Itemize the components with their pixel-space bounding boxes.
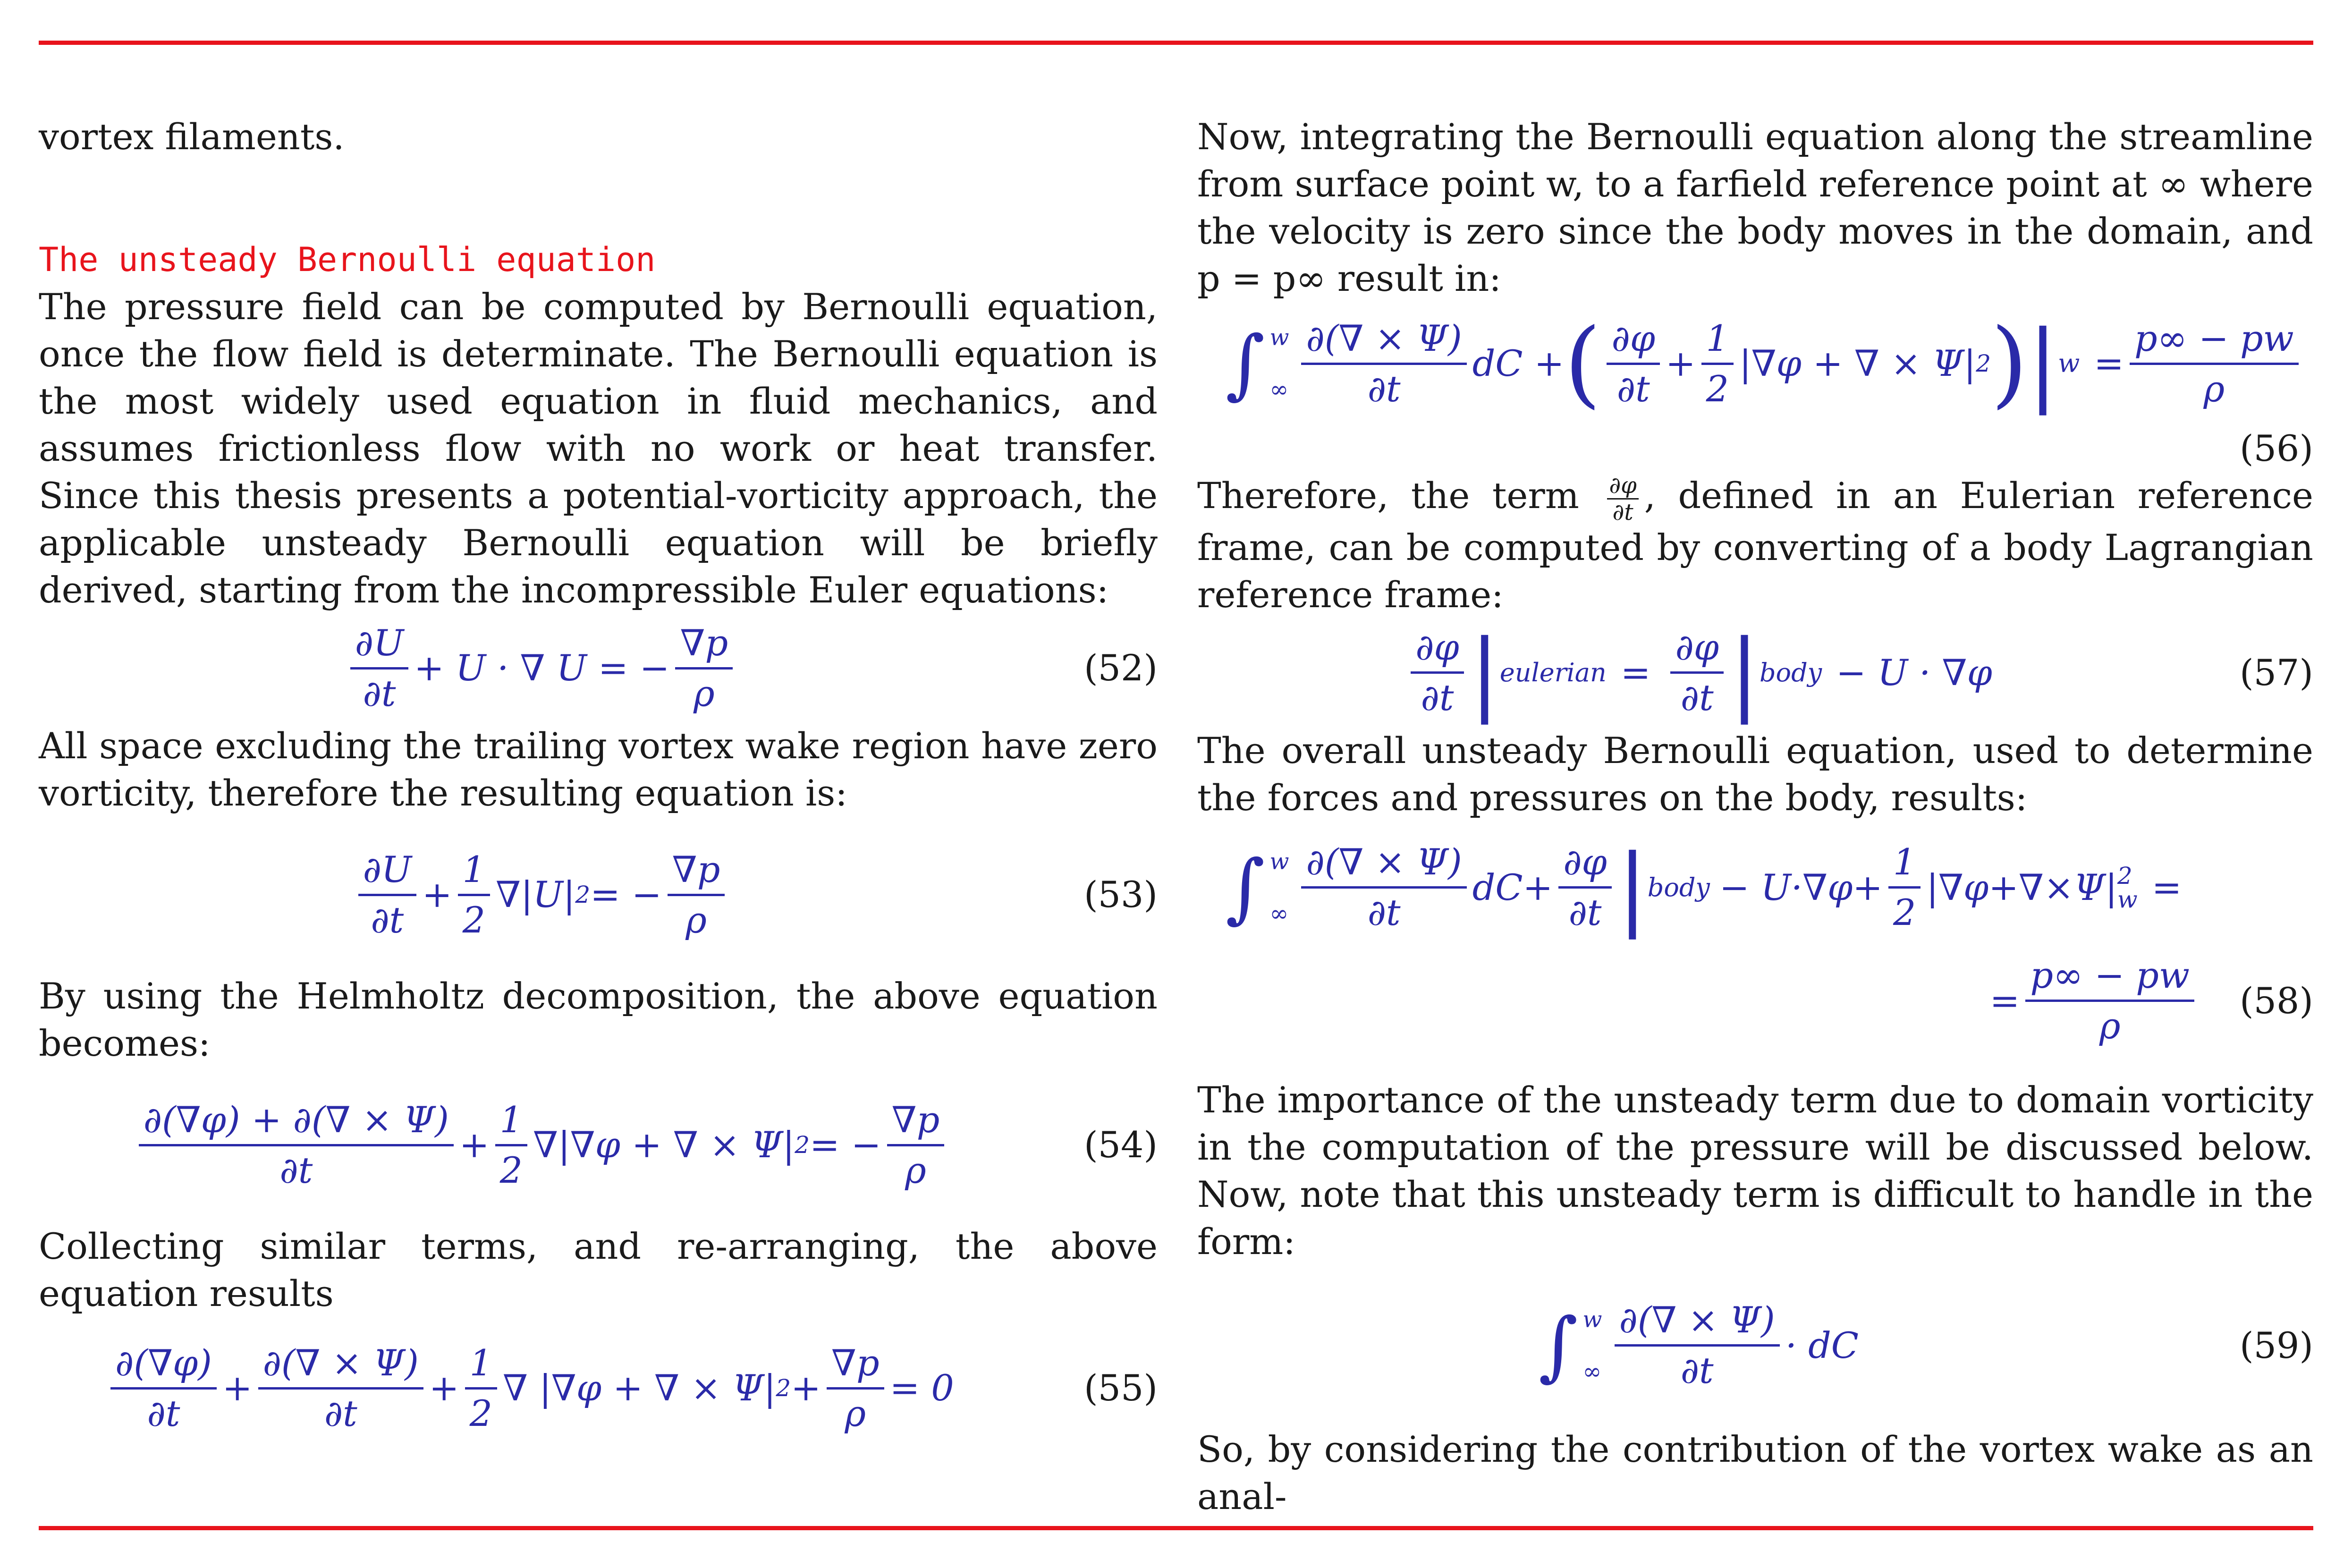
denominator: 2 — [462, 898, 485, 941]
paragraph: By using the Helmholtz decomposition, the above equation becomes: — [39, 975, 1158, 1064]
sup-sub — [2117, 864, 2138, 911]
numerator: ∂φ — [1558, 841, 1612, 889]
paragraph: The importance of the unsteady term due to domain vorticity in the computation of the pressure will be discussed below. Now, note that this unsteady term is difficult to handle in the form: — [1197, 1078, 2313, 1263]
numerator: ∇p — [887, 1099, 945, 1146]
equation-number: (54) — [1083, 1124, 1158, 1166]
fraction — [827, 1342, 884, 1435]
integral-limits — [1269, 838, 1289, 937]
equation-number: (55) — [1083, 1367, 1158, 1409]
inline-fraction — [1607, 474, 1638, 524]
integral-sign: ∫ — [1226, 319, 1265, 407]
equation-58-line1 — [1197, 822, 2313, 954]
exponent: 2 — [575, 881, 591, 908]
paragraph: vortex filaments. — [39, 116, 345, 158]
numerator: 1 — [1701, 317, 1734, 365]
paragraph: The overall unsteady Bernoulli equation, used to determine the forces and pressures on the body, results: — [1197, 729, 2313, 819]
right-paren: ) — [1991, 308, 2028, 418]
denominator: ∂t — [1568, 891, 1602, 933]
math-term: ∇|U| — [496, 873, 575, 915]
subscript: w — [2117, 885, 2138, 913]
subscript: body — [1759, 657, 1822, 687]
denominator: 2 — [1706, 367, 1729, 410]
exponent: 2 — [795, 1131, 810, 1159]
denominator: ∂t — [279, 1149, 313, 1191]
numerator: ∂φ — [1411, 626, 1464, 674]
evaluation-bar: | — [1617, 835, 1648, 940]
equation-55 — [39, 1317, 1158, 1459]
equation-59 — [1197, 1265, 2313, 1426]
denominator: ∂t — [324, 1392, 357, 1434]
equation-body — [1197, 308, 2313, 418]
evaluation-bar: | — [2028, 311, 2058, 415]
denominator: ∂t — [1421, 677, 1454, 719]
equation-body — [39, 848, 1044, 941]
numerator: ∂(∇φ) — [110, 1342, 217, 1390]
numerator: 1 — [465, 1342, 497, 1390]
equation-58-line2 — [1197, 954, 2313, 1048]
numerator: ∂φ — [1670, 626, 1724, 674]
math-term: ∇|∇φ + ∇ × Ψ| — [533, 1124, 795, 1166]
denominator: ∂t — [1680, 1349, 1714, 1391]
fraction — [465, 1342, 497, 1435]
math-term: = − — [590, 873, 662, 915]
fraction — [1615, 1299, 1780, 1392]
denominator: ∂t — [1367, 891, 1401, 933]
fraction — [1670, 626, 1724, 719]
upper-limit: w — [1269, 848, 1289, 875]
numerator: ∂(∇ × Ψ) — [1301, 317, 1466, 365]
math-term: + — [222, 1367, 253, 1409]
denominator: 2 — [469, 1392, 492, 1434]
paragraph: Now, integrating the Bernoulli equation along the streamline from surface point w, to a farfield reference point at ∞ where the velocity is zero since the body moves in the domain, and p = p∞ result in: — [1197, 116, 2313, 299]
equation-52 — [39, 614, 1158, 722]
math-term: ∇ |∇φ + ∇ × Ψ| — [502, 1367, 776, 1409]
fraction — [675, 622, 733, 715]
lower-limit: ∞ — [1582, 1358, 1602, 1385]
math-term: + U · ∇ U = − — [414, 647, 670, 689]
math-term: + — [791, 1367, 821, 1409]
evaluation-bar: | — [1469, 620, 1500, 725]
numerator: 1 — [495, 1099, 527, 1146]
fraction — [110, 1342, 217, 1435]
numerator: ∂φ — [1607, 474, 1638, 500]
denominator: ρ — [2099, 1005, 2121, 1047]
bottom-rule — [39, 1526, 2313, 1530]
numerator: 1 — [1888, 841, 1921, 889]
denominator: ρ — [2203, 367, 2225, 410]
math-term: + — [422, 873, 452, 915]
section-heading: The unsteady Bernoulli equation — [39, 240, 656, 279]
math-term: + — [1665, 342, 1696, 384]
top-rule — [39, 41, 2313, 45]
paragraph: So, by considering the contribution of the vortex wake as an anal- — [1197, 1428, 2313, 1517]
denominator: ∂t — [1612, 499, 1633, 525]
equation-body — [39, 1099, 1044, 1192]
denominator: 2 — [1893, 891, 1916, 933]
right-column — [1197, 113, 2313, 1520]
fraction — [1607, 317, 1660, 410]
denominator: ρ — [685, 898, 707, 941]
denominator: 2 — [499, 1149, 523, 1191]
equation-body — [1197, 954, 2200, 1047]
fraction — [1301, 317, 1466, 410]
fraction — [1558, 841, 1612, 934]
denominator: ρ — [845, 1392, 866, 1434]
paragraph-text: Therefore, the term — [1197, 475, 1579, 517]
fraction — [350, 622, 408, 715]
math-term: = — [2151, 866, 2182, 908]
numerator: ∂U — [358, 848, 416, 896]
numerator: ∇p — [668, 848, 725, 896]
math-term: − U·∇φ+ — [1719, 866, 1883, 908]
denominator: ∂t — [371, 898, 404, 941]
subscript: eulerian — [1499, 657, 1607, 687]
equation-body — [39, 622, 1044, 715]
math-term: = 0 — [889, 1367, 954, 1409]
denominator: ∂t — [1616, 367, 1650, 410]
numerator: ∂(∇φ) + ∂(∇ × Ψ) — [139, 1099, 454, 1146]
left-column — [39, 113, 1158, 1459]
paragraph: Collecting similar terms, and re-arranging, the above equation results — [39, 1225, 1158, 1314]
lower-limit: ∞ — [1269, 376, 1289, 403]
equation-54 — [39, 1067, 1158, 1223]
equation-53 — [39, 817, 1158, 973]
exponent: 2 — [776, 1374, 791, 1402]
numerator: ∂φ — [1607, 317, 1660, 365]
numerator: 1 — [458, 848, 490, 896]
exponent: 2 — [2117, 862, 2132, 890]
math-term: + — [429, 1367, 459, 1409]
paragraph: The pressure field can be computed by Bernoulli equation, once the flow field is determinate. The Bernoulli equation is the most widely used equation in fluid mechanics, and assumes frictionless flow with no work or heat transfer. Since this thesis presents a potential-vorticity approach, the applicable unsteady Bernoulli equation will be briefly derived, starting from the incompressible Euler equations: — [39, 286, 1158, 611]
math-term: dC + — [1472, 342, 1565, 384]
fraction — [1701, 317, 1734, 410]
equation-body — [1197, 1296, 2200, 1395]
math-term: = — [1989, 979, 2020, 1022]
exponent: 2 — [1976, 350, 1991, 377]
paragraph-text: , defined in an Eulerian reference frame, can be computed by converting of a body Lagrangian reference frame: — [1197, 475, 2313, 616]
math-term: = — [1620, 651, 1651, 694]
numerator: ∇p — [827, 1342, 884, 1390]
math-term: |∇φ+∇×Ψ| — [1926, 866, 2117, 908]
integral-limits — [1582, 1296, 1602, 1395]
equation-body — [1197, 835, 2313, 940]
equation-number-row — [1197, 425, 2313, 472]
fraction — [668, 848, 725, 941]
numerator: ∂(∇ × Ψ) — [1301, 841, 1466, 889]
math-term: − U · ∇φ — [1836, 651, 1992, 694]
fraction — [1411, 626, 1464, 719]
denominator: ∂t — [1367, 367, 1401, 410]
left-paren: ( — [1564, 308, 1601, 418]
equation-number: (58) — [2239, 979, 2313, 1022]
equation-number: (52) — [1083, 647, 1158, 689]
numerator: ∂(∇ × Ψ) — [1615, 1299, 1780, 1347]
denominator: ρ — [905, 1149, 926, 1191]
lower-limit: ∞ — [1269, 900, 1289, 927]
paragraph — [1197, 472, 2313, 619]
math-term: |∇φ + ∇ × Ψ| — [1739, 342, 1976, 384]
integral-sign: ∫ — [1226, 843, 1265, 932]
fraction — [2025, 954, 2194, 1047]
math-term: + — [459, 1124, 490, 1166]
subscript: body — [1647, 872, 1710, 902]
equation-number: (53) — [1083, 873, 1158, 915]
numerator: p∞ − pw — [2025, 954, 2194, 1002]
denominator: ∂t — [1680, 677, 1714, 719]
numerator: ∂U — [350, 622, 408, 670]
equation-number: (56) — [2239, 427, 2313, 469]
fraction — [2130, 317, 2299, 410]
equation-number: (57) — [2239, 651, 2313, 694]
integral-limits — [1269, 314, 1289, 413]
integral-sign: ∫ — [1539, 1301, 1578, 1390]
fraction — [139, 1099, 454, 1192]
math-term: = — [2094, 342, 2124, 384]
equation-body — [39, 1342, 1044, 1435]
numerator: ∇p — [675, 622, 733, 670]
fraction — [258, 1342, 423, 1435]
math-term: · dC — [1785, 1324, 1859, 1366]
equation-57 — [1197, 619, 2313, 727]
equation-number: (59) — [2239, 1324, 2313, 1366]
paragraph: All space excluding the trailing vortex wake region have zero vorticity, therefore the resulting equation is: — [39, 725, 1158, 814]
fraction — [1888, 841, 1921, 934]
fraction — [887, 1099, 945, 1192]
math-term: = − — [810, 1124, 881, 1166]
denominator: ∂t — [363, 672, 396, 714]
fraction — [1301, 841, 1466, 934]
fraction — [358, 848, 416, 941]
numerator: ∂(∇ × Ψ) — [258, 1342, 423, 1390]
upper-limit: w — [1582, 1306, 1602, 1333]
denominator: ρ — [694, 672, 715, 714]
equation-body — [1197, 620, 2200, 725]
fraction — [495, 1099, 527, 1192]
denominator: ∂t — [147, 1392, 180, 1434]
evaluation-bar: | — [1729, 620, 1760, 725]
numerator: p∞ − pw — [2130, 317, 2299, 365]
equation-56 — [1197, 302, 2313, 425]
subscript: w — [2058, 348, 2080, 378]
upper-limit: w — [1269, 324, 1289, 351]
math-term: dC+ — [1472, 866, 1553, 908]
fraction — [458, 848, 490, 941]
